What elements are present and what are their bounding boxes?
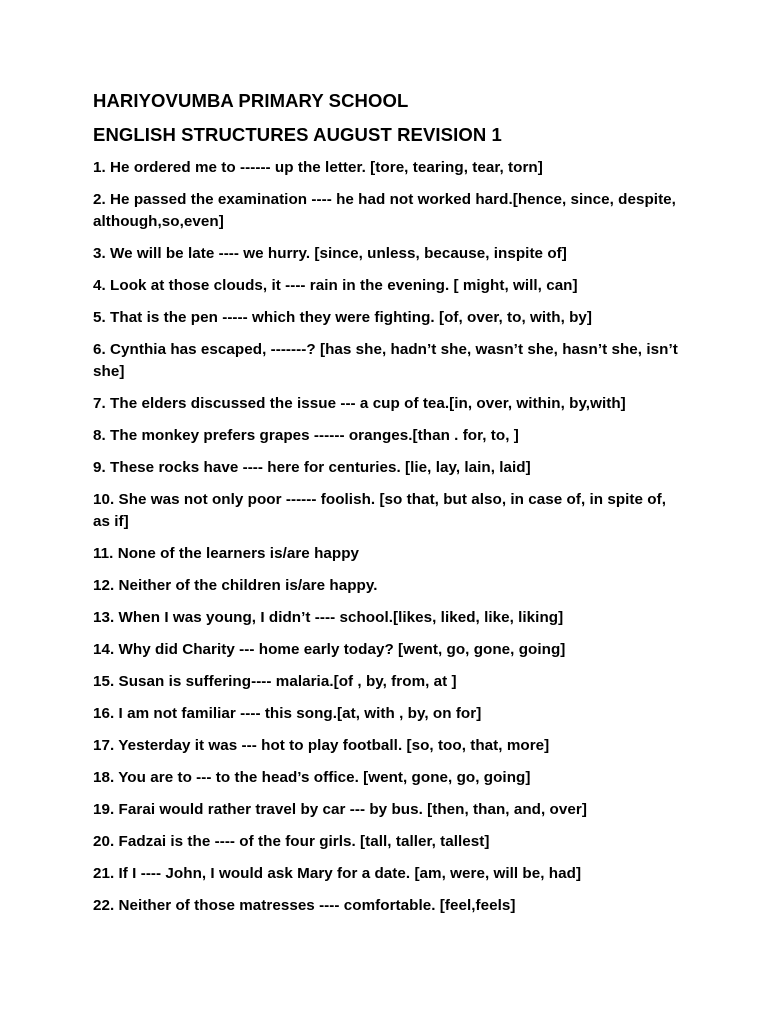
question-item: 5. That is the pen ----- which they were fighting. [of, over, to, with, by]	[93, 309, 593, 326]
question-item: 10. She was not only poor ------ foolish. [so that, but also, in case of, in spite of, as if]	[93, 491, 667, 530]
question-item: 16. I am not familiar ---- this song.[at, with , by, on for]	[93, 705, 482, 722]
document-content	[93, 90, 683, 927]
question-item: 11. None of the learners is/are happy	[93, 545, 360, 562]
question-item: 1. He ordered me to ------ up the letter. [tore, tearing, tear, torn]	[93, 159, 543, 176]
question-item: 21. If I ---- John, I would ask Mary for a date. [am, were, will be, had]	[93, 865, 582, 882]
question-item: 9. These rocks have ---- here for centuries. [lie, lay, lain, laid]	[93, 459, 531, 476]
question-item: 17. Yesterday it was --- hot to play football. [so, too, that, more]	[93, 737, 550, 754]
question-item: 13. When I was young, I didn’t ---- school.[likes, liked, like, liking]	[93, 609, 564, 626]
question-item: 14. Why did Charity --- home early today? [went, go, gone, going]	[93, 641, 566, 658]
question-item: 8. The monkey prefers grapes ------ oranges.[than . for, to, ]	[93, 427, 519, 444]
question-item: 19. Farai would rather travel by car --- by bus. [then, than, and, over]	[93, 801, 587, 818]
question-item: 12. Neither of the children is/are happy.	[93, 577, 378, 594]
document-title: ENGLISH STRUCTURES AUGUST REVISION 1	[93, 124, 502, 145]
question-item: 7. The elders discussed the issue --- a cup of tea.[in, over, within, by,with]	[93, 395, 626, 412]
question-item: 18. You are to --- to the head’s office. [went, gone, go, going]	[93, 769, 531, 786]
question-item: 20. Fadzai is the ---- of the four girls. [tall, taller, tallest]	[93, 833, 490, 850]
question-list	[93, 157, 683, 917]
question-item: 22. Neither of those matresses ---- comfortable. [feel,feels]	[93, 897, 516, 914]
question-item: 4. Look at those clouds, it ---- rain in the evening. [ might, will, can]	[93, 277, 578, 294]
question-item: 15. Susan is suffering---- malaria.[of , by, from, at ]	[93, 673, 457, 690]
question-item: 3. We will be late ---- we hurry. [since, unless, because, inspite of]	[93, 245, 567, 262]
question-item: 6. Cynthia has escaped, -------? [has she, hadn’t she, wasn’t she, hasn’t she, isn’t she]	[93, 341, 678, 380]
question-item: 2. He passed the examination ---- he had not worked hard.[hence, since, despite, although,so,even]	[93, 191, 676, 230]
school-name: HARIYOVUMBA PRIMARY SCHOOL	[93, 90, 409, 111]
